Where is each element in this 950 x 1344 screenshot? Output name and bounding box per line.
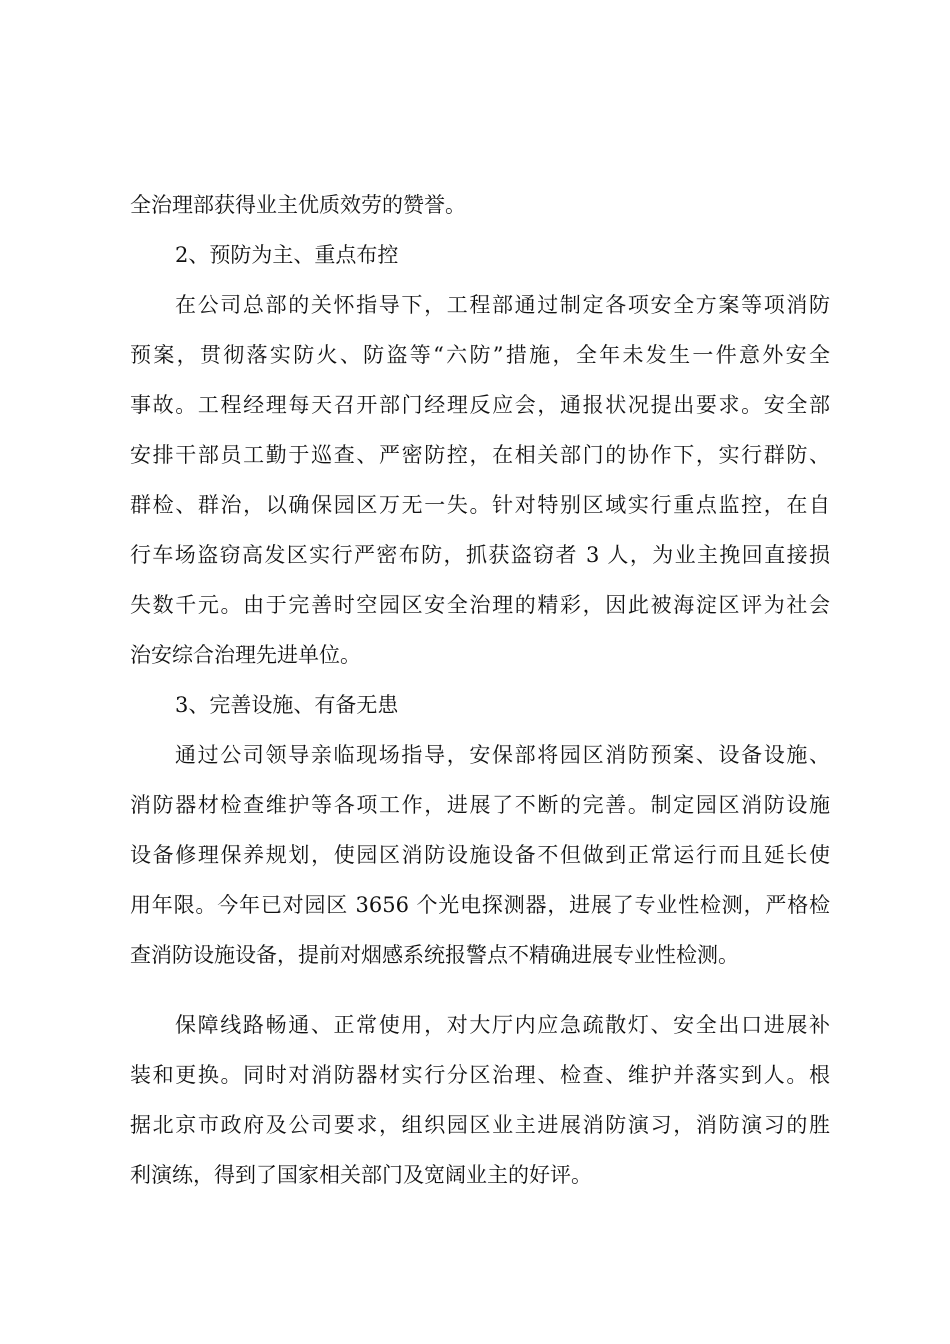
paragraph-line: 治安综合治理先进单位。 bbox=[130, 643, 361, 667]
section-heading: 3、完善设施、有备无患 bbox=[175, 693, 399, 717]
paragraph-line: 事故。工程经理每天召开部门经理反应会，通报状况提出要求。安全部 bbox=[130, 393, 830, 417]
paragraph-line: 通过公司领导亲临现场指导，安保部将园区消防预案、设备设施、 bbox=[175, 743, 830, 767]
paragraph-line: 利演练，得到了国家相关部门及宽阔业主的好评。 bbox=[130, 1163, 592, 1187]
paragraph-line: 设备修理保养规划，使园区消防设施设备不但做到正常运行而且延长使 bbox=[130, 843, 830, 867]
section-heading: 2、预防为主、重点布控 bbox=[175, 243, 399, 267]
paragraph-line: 群检、群治，以确保园区万无一失。针对特别区域实行重点监控，在自 bbox=[130, 493, 830, 517]
paragraph-line: 预案，贯彻落实防火、防盗等“六防”措施，全年未发生一件意外安全 bbox=[130, 343, 830, 367]
paragraph-line: 保障线路畅通、正常使用，对大厅内应急疏散灯、安全出口进展补 bbox=[175, 1013, 830, 1037]
paragraph-line: 在公司总部的关怀指导下，工程部通过制定各项安全方案等项消防 bbox=[175, 293, 830, 317]
paragraph-line: 行车场盗窃高发区实行严密布防，抓获盗窃者 3 人，为业主挽回直接损 bbox=[130, 543, 830, 567]
paragraph-line: 安排干部员工勤于巡查、严密防控，在相关部门的协作下，实行群防、 bbox=[130, 443, 830, 467]
paragraph-line: 失数千元。由于完善时空园区安全治理的精彩，因此被海淀区评为社会 bbox=[130, 593, 830, 617]
paragraph-line: 装和更换。同时对消防器材实行分区治理、检查、维护并落实到人。根 bbox=[130, 1063, 830, 1087]
paragraph-line: 全治理部获得业主优质效劳的赞誉。 bbox=[130, 193, 466, 217]
paragraph-line: 消防器材检查维护等各项工作，进展了不断的完善。制定园区消防设施 bbox=[130, 793, 830, 817]
paragraph-line: 用年限。今年已对园区 3656 个光电探测器，进展了专业性检测，严格检 bbox=[130, 893, 830, 917]
paragraph-line: 据北京市政府及公司要求，组织园区业主进展消防演习，消防演习的胜 bbox=[130, 1113, 830, 1137]
paragraph-line: 查消防设施设备，提前对烟感系统报警点不精确进展专业性检测。 bbox=[130, 943, 739, 967]
